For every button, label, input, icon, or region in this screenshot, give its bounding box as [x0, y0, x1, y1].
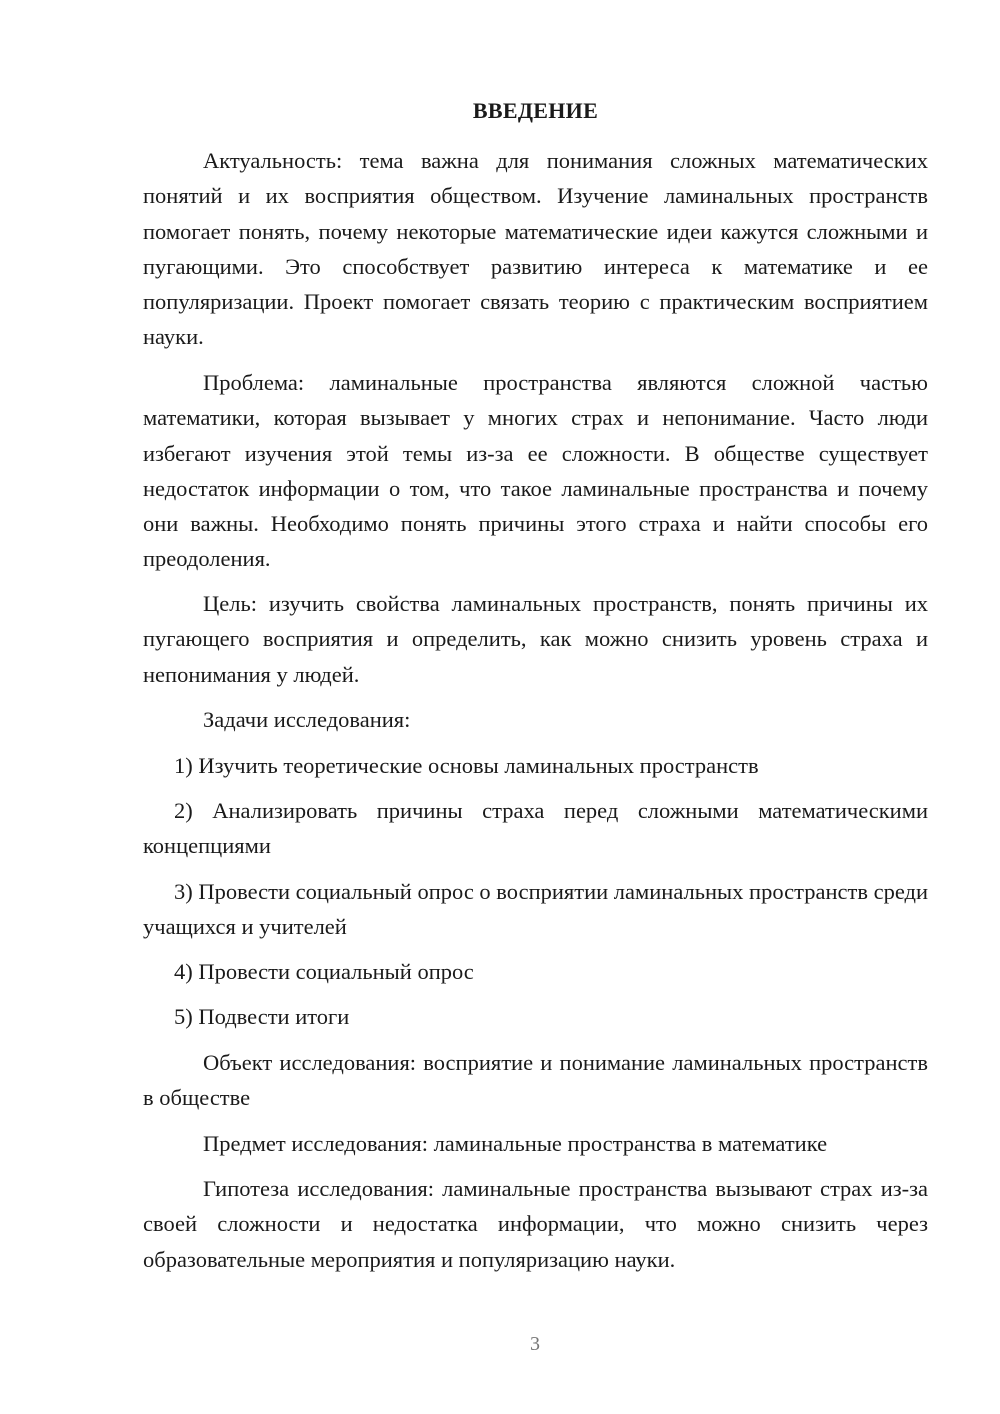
paragraph-subject: Предмет исследования: ламинальные пространства в математике: [203, 1131, 828, 1156]
paragraph-problem: Проблема: ламинальные пространства являются сложной частью математики, которая вызывает у многих страх и непонимание. Часто люди избегают изучения этой темы из-за ее сложности. В обществе существует недостаток информации о том, что такое ламинальные пространства и почему они важны. Необходимо понять причины этого страха и найти способы его преодоления.: [143, 370, 928, 572]
page-number: 3: [530, 1333, 540, 1355]
task-item-3: 3) Провести социальный опрос о восприятии ламинальных пространств среди учащихся и учителей: [143, 879, 928, 940]
task-item-2: 2) Анализировать причины страха перед сложными математическими концепциями: [143, 798, 928, 859]
page-title: ВВЕДЕНИЕ: [472, 98, 599, 123]
task-item-5: 5) Подвести итоги: [174, 1004, 350, 1029]
tasks-heading: Задачи исследования:: [203, 707, 411, 732]
paragraph-object: Объект исследования: восприятие и понимание ламинальных пространств в обществе: [143, 1050, 928, 1111]
task-item-1: 1) Изучить теоретические основы ламинальных пространств: [174, 753, 759, 778]
paragraph-hypothesis: Гипотеза исследования: ламинальные пространства вызывают страх из-за своей сложности и недостатка информации, что можно снизить через образовательные мероприятия и популяризацию науки.: [143, 1176, 928, 1272]
paragraph-relevance: Актуальность: тема важна для понимания сложных математических понятий и их восприятия обществом. Изучение ламинальных пространств помогает понять, почему некоторые математические идеи кажутся сложными и пугающими. Это способствует развитию интереса к математике и ее популяризации. Проект помогает связать теорию с практическим восприятием науки.: [143, 148, 928, 350]
task-item-4: 4) Провести социальный опрос: [174, 959, 474, 984]
paragraph-goal: Цель: изучить свойства ламинальных пространств, понять причины их пугающего восприятия и определить, как можно снизить уровень страха и непонимания у людей.: [143, 591, 928, 687]
